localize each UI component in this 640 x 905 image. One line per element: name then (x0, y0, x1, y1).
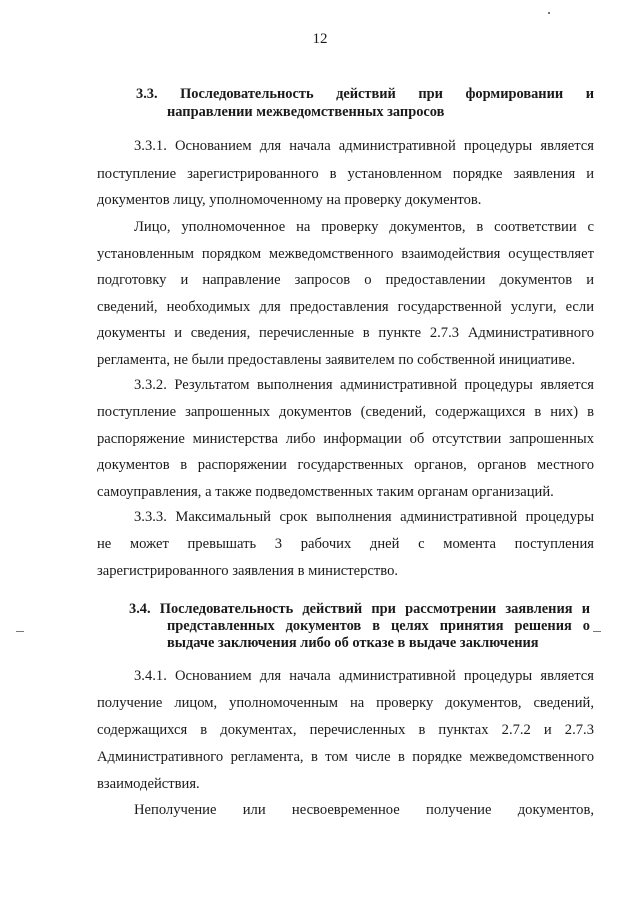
paragraph-responsible-line: сведений, необходимых для предоставления государственной услуги, если (97, 299, 594, 315)
page-number: 12 (312, 31, 328, 47)
section-3-4-heading-line-3: выдаче заключения либо об отказе в выдаче заключения (167, 635, 539, 651)
paragraph-3-4-1-line: Административного регламента, в том числе в порядке межведомственного (97, 749, 594, 765)
scan-speck (548, 12, 550, 14)
paragraph-3-3-1-line: 3.3.1. Основанием для начала административной процедуры является (134, 138, 594, 154)
paragraph-3-3-2-line: распоряжение министерства либо информации об отсутствии запрошенных (97, 431, 594, 447)
paragraph-3-3-2-line: самоуправления, а также подведомственных таким органам организаций. (97, 484, 554, 500)
paragraph-3-3-1-line: поступление зарегистрированного в установленном порядке заявления и (97, 166, 594, 182)
scan-speck (16, 631, 24, 632)
paragraph-3-3-1-line: документов лицу, уполномоченному на проверку документов. (97, 192, 482, 208)
paragraph-3-3-3-line: зарегистрированного заявления в министерство. (97, 563, 399, 579)
section-3-3-heading-line-1: 3.3. Последовательность действий при формировании и (136, 86, 594, 102)
paragraph-3-3-3-line: не может превышать 3 рабочих дней с момента поступления (97, 536, 594, 552)
paragraph-3-4-1-line: получение лицом, уполномоченным на проверку документов, сведений, (97, 695, 594, 711)
section-3-4-heading-line-1: 3.4. Последовательность действий при рассмотрении заявления и (129, 601, 590, 617)
paragraph-3-3-2-line: поступление запрошенных документов (сведений, содержащихся в них) в (97, 404, 594, 420)
paragraph-responsible-line: установленным порядком межведомственного взаимодействия осуществляет (97, 246, 594, 262)
paragraph-responsible-line: подготовку и направление запросов о предоставлении документов и (97, 272, 594, 288)
scan-speck (593, 631, 601, 632)
paragraph-3-3-3-line: 3.3.3. Максимальный срок выполнения административной процедуры (134, 509, 594, 525)
paragraph-responsible-line: Лицо, уполномоченное на проверку документов, в соответствии с (134, 219, 594, 235)
paragraph-3-3-2-line: 3.3.2. Результатом выполнения административной процедуры является (134, 377, 594, 393)
paragraph-responsible-line: регламента, не были предоставлены заявителем по собственной инициативе. (97, 352, 576, 368)
section-3-3-heading-line-2: направлении межведомственных запросов (167, 104, 445, 120)
paragraph-3-4-1-line: 3.4.1. Основанием для начала административной процедуры является (134, 668, 594, 684)
paragraph-3-4-1-line: содержащихся в документах, перечисленных в пунктах 2.7.2 и 2.7.3 (97, 722, 594, 738)
paragraph-responsible-line: документы и сведения, перечисленные в пункте 2.7.3 Административного (97, 325, 594, 341)
paragraph-3-3-2-line: документов в распоряжении государственных органов, органов местного (97, 457, 594, 473)
paragraph-3-4-1-line: взаимодействия. (97, 776, 200, 792)
paragraph-non-receipt-line: Неполучение или несвоевременное получение документов, (134, 802, 594, 818)
section-3-4-heading-line-2: представленных документов в целях принятия решения о (167, 618, 590, 634)
